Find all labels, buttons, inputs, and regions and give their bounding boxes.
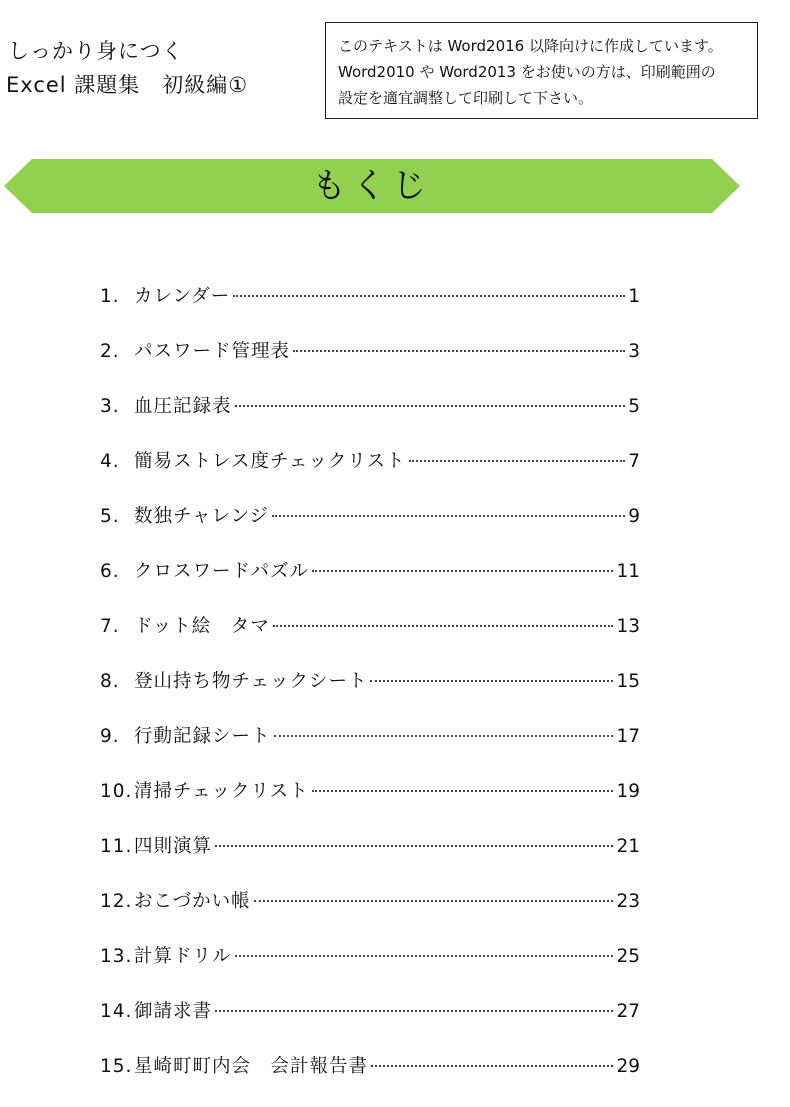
toc-entry[interactable] <box>100 557 640 612</box>
toc-entry-title: 星崎町町内会 会計報告書 <box>134 1056 369 1077</box>
toc-entry-page: 27 <box>616 1001 640 1022</box>
toc-dot-leader <box>235 405 626 407</box>
toc-entry[interactable] <box>100 997 640 1052</box>
book-title-line2: Excel 課題集 初級編① <box>6 73 249 97</box>
toc-entry-title: カレンダー <box>134 286 231 307</box>
table-of-contents <box>100 282 640 1107</box>
toc-entry-number: 13. <box>100 946 133 967</box>
toc-entry[interactable] <box>100 887 640 942</box>
book-title-line1: しっかり身につく <box>8 39 184 63</box>
toc-entry-title: 計算ドリル <box>134 946 232 967</box>
toc-dot-leader <box>233 295 625 297</box>
toc-entry-number: 1. <box>100 286 120 307</box>
toc-entry-number: 2. <box>100 341 120 362</box>
toc-entry-number: 15. <box>100 1056 133 1077</box>
toc-dot-leader <box>312 570 613 572</box>
toc-entry-page: 29 <box>616 1056 640 1077</box>
toc-entry-page: 9 <box>628 506 640 527</box>
toc-dot-leader <box>274 735 614 737</box>
toc-entry-page: 25 <box>616 946 640 967</box>
toc-entry[interactable] <box>100 832 640 887</box>
toc-entry-number: 4. <box>100 451 120 472</box>
toc-entry-title: おこづかい帳 <box>134 891 251 912</box>
toc-entry-number: 6. <box>100 561 120 582</box>
toc-entry-number: 8. <box>100 671 120 692</box>
notice-line: 設定を適宜調整して印刷して下さい。 <box>338 89 594 107</box>
toc-entry[interactable] <box>100 447 640 502</box>
toc-entry-number: 7. <box>100 616 120 637</box>
toc-entry-title: 四則演算 <box>134 836 213 857</box>
toc-entry-number: 5. <box>100 506 120 527</box>
toc-entry-title: パスワード管理表 <box>134 341 291 362</box>
toc-dot-leader <box>215 845 613 847</box>
toc-entry-page: 1 <box>628 286 640 307</box>
toc-entry-title: 血圧記録表 <box>134 396 232 417</box>
toc-entry[interactable] <box>100 667 640 722</box>
toc-entry-number: 14. <box>100 1001 133 1022</box>
toc-entry-number: 11. <box>100 836 133 857</box>
toc-entry-page: 21 <box>616 836 640 857</box>
toc-entry-title: 御請求書 <box>134 1001 213 1022</box>
toc-entry[interactable] <box>100 722 640 777</box>
toc-entry-page: 19 <box>616 781 640 802</box>
notice-line: このテキストは Word2016 以降向けに作成しています。 <box>338 37 723 55</box>
toc-entry-title: 数独チャレンジ <box>134 506 270 527</box>
toc-entry[interactable] <box>100 282 640 337</box>
toc-entry-page: 13 <box>616 616 640 637</box>
toc-entry-page: 11 <box>616 561 640 582</box>
toc-dot-leader <box>254 900 614 902</box>
toc-dot-leader <box>371 1065 613 1067</box>
toc-entry-title: クロスワードパズル <box>134 561 310 582</box>
notice-line: Word2010 や Word2013 をお使いの方は、印刷範囲の <box>338 63 716 81</box>
toc-entry-number: 9. <box>100 726 120 747</box>
toc-dot-leader <box>409 460 626 462</box>
book-title <box>6 34 248 102</box>
toc-entry-number: 3. <box>100 396 120 417</box>
toc-dot-leader <box>272 515 625 517</box>
toc-dot-leader <box>215 1010 613 1012</box>
toc-entry[interactable] <box>100 777 640 832</box>
toc-entry-number: 10. <box>100 781 133 802</box>
toc-banner <box>4 159 740 213</box>
toc-entry-title: 行動記録シート <box>134 726 271 747</box>
toc-entry[interactable] <box>100 392 640 447</box>
toc-entry-title: 簡易ストレス度チェックリスト <box>134 451 406 472</box>
toc-entry[interactable] <box>100 502 640 557</box>
toc-dot-leader <box>312 790 614 792</box>
toc-dot-leader <box>235 955 614 957</box>
notice-box <box>325 22 758 119</box>
toc-entry[interactable] <box>100 337 640 392</box>
toc-entry-number: 12. <box>100 891 133 912</box>
toc-entry[interactable] <box>100 942 640 997</box>
toc-dot-leader <box>370 680 613 682</box>
toc-dot-leader <box>293 350 625 352</box>
toc-entry-page: 23 <box>616 891 640 912</box>
toc-entry-page: 3 <box>628 341 640 362</box>
toc-heading: もくじ <box>312 166 432 206</box>
toc-entry[interactable] <box>100 1052 640 1107</box>
toc-entry-title: 清掃チェックリスト <box>134 781 309 802</box>
toc-entry-title: 登山持ち物チェックシート <box>134 671 368 692</box>
toc-entry-page: 7 <box>628 451 640 472</box>
toc-entry[interactable] <box>100 612 640 667</box>
toc-entry-page: 15 <box>616 671 640 692</box>
toc-dot-leader <box>273 625 614 627</box>
toc-entry-page: 5 <box>628 396 640 417</box>
toc-entry-title: ドット絵 タマ <box>134 616 270 637</box>
toc-entry-page: 17 <box>616 726 640 747</box>
